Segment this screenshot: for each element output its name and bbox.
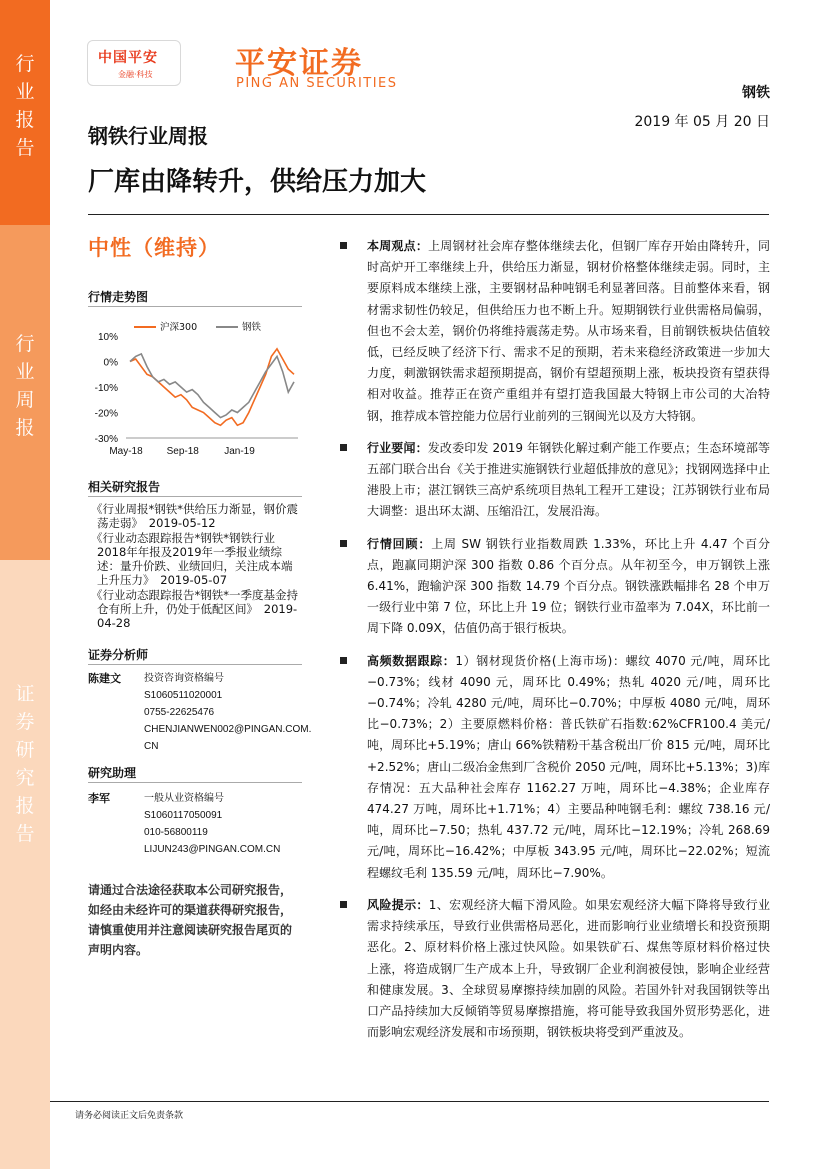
sidebar-char: 行	[15, 333, 35, 355]
paragraph-label: 本周观点：	[367, 239, 429, 253]
sidebar-char: 证	[15, 683, 35, 705]
paragraph-label: 风险提示：	[367, 897, 429, 912]
bullet-icon	[340, 657, 347, 664]
paragraph-text: 1）钢材现货价格(上海市场)：螺纹 4070 元/吨，周环比−0.73%；线材 4090 元，周环比 0.49%；热轧 4020 元/吨，周环比−0.74%；冷轧 4280 元/吨，周环比−0.70%；中厚板 4080 元/吨，周环比−0.73%；2）主要原燃料价格：普氏铁矿石指数:62%CFR100.4 美元/吨，周环比+5.19%；唐山 66%铁精粉干基含税出厂价 815 元/吨，周环比+2.52%；唐山二级冶金焦到厂含税价 2050 元/吨，周环比+5.13%；3)库存情况：五大品种社会库存 1162.27 万吨，周环比−4.38%；企业库存 474.27 万吨，周环比+1.71%；4）主要品种吨钢毛利：螺纹 738.16 元/吨，周环比−7.50；热轧 437.72 元/吨，周环比−12.19%；冷轧 268.69 元/吨，周环比−16.42%；中厚板 343.95 元/吨，周环比−22.02%；短流程螺纹毛利 135.59 元/吨，周环比−7.90%。	[367, 653, 770, 880]
y-tick-label: 0%	[103, 357, 118, 369]
sidebar-research-report	[0, 560, 50, 1169]
report-date: 2019 年 05 月 20 日	[634, 114, 770, 130]
y-tick-label: -10%	[94, 383, 118, 394]
analyst-info	[144, 670, 312, 755]
analyst-license: S1060511020001	[144, 690, 223, 701]
industry-label: 钢铁	[742, 85, 770, 101]
body-paragraph	[340, 534, 770, 640]
ping-an-logo	[87, 40, 181, 86]
headline: 厂库由降转升，供给压力加大	[88, 167, 427, 197]
paragraph-text: 上周 SW 钢铁行业指数周跌 1.33%，环比上升 4.47 个百分点，跑赢同期沪深 300 指数 0.86 个百分点。从年初至今，申万钢铁上涨 6.41%，跑输沪深 300 指数 14.79 个百分点。钢铁涨跌幅排名 28 个申万一级行业中第 7 位，环比上升 19 位；钢铁行业市盈率为 7.04X，环比前一周下降 0.09X，估值仍高于银行板块。	[367, 536, 770, 636]
x-tick-label: May-18	[109, 446, 143, 457]
body-paragraph	[340, 438, 770, 523]
y-tick-label: 10%	[97, 332, 118, 343]
assistant-email[interactable]: LIJUN243@PINGAN.COM.CN	[144, 844, 281, 855]
bullet-icon	[340, 901, 347, 908]
section-analyst-title: 证券分析师	[88, 648, 149, 662]
brand-name: 平安证券	[235, 46, 363, 81]
sidebar-report-type	[0, 0, 50, 225]
sidebar-char: 券	[15, 711, 35, 733]
paragraph-label: 行业要闻：	[367, 440, 428, 455]
section-divider	[88, 496, 302, 497]
section-trend-title: 行情走势图	[88, 290, 149, 304]
related-report-item[interactable]: 《行业动态跟踪报告*钢铁*一季度基金持仓有所上升，仍处于低配区间》 2019-04-28	[91, 587, 298, 631]
footer-disclaimer: 请务必阅读正文后免责条款	[75, 1111, 184, 1121]
notice: 请通过合法途径获取本公司研究报告，如经由未经许可的渠道获得研究报告，请慎重使用并注意阅读研究报告尾页的声明内容。	[88, 883, 293, 957]
analyst-qualification: 投资咨询资格编号	[144, 673, 224, 684]
paragraph-text: 上周钢材社会库存整体继续去化，但钢厂库存开始由降转升，同时高炉开工率继续上升，供给压力渐显，钢材价格整体继续走弱。同时，主要原料成本继续上涨，主要钢材品种吨钢毛利显著回落。目前整体来看，钢材需求韧性仍较足，但供给压力也不断上升。短期钢铁行业供需格局偏弱，但也不会太差，钢价仍将维持震荡走势。从市场来看，目前钢铁板块估值较低，已经反映了经济下行、需求不足的预期，若未来稳经济政策进一步加大力度，刺激钢铁需求超预期提高，钢价有望超预期上涨，板块投资有望获得相对收益。推荐正在资产重组并有望打造我国最大特钢上市公司的大冶特钢，推荐成本管控能力位居行业前列的三钢闽光以及方大特钢。	[367, 239, 770, 423]
section-divider	[88, 664, 302, 665]
sidebar-char: 报	[15, 109, 35, 131]
section-divider	[88, 306, 302, 307]
section-divider	[88, 782, 302, 783]
section-related-title: 相关研究报告	[88, 480, 161, 494]
y-tick-label: -30%	[94, 434, 118, 445]
logo-main-text: 中国平安	[98, 50, 158, 66]
x-tick-label: Sep-18	[166, 446, 199, 457]
section-assistant-title: 研究助理	[88, 766, 137, 780]
related-report-item[interactable]: 《行业动态跟踪报告*钢铁*钢铁行业2018年年报及2019年一季报业绩综述：量升价跌、业绩回归，关注成本端上升压力》 2019-05-07	[91, 530, 293, 588]
related-report-item[interactable]: 《行业周报*钢铁*供给压力渐显，钢价震荡走弱》 2019-05-12	[91, 502, 298, 531]
assistant-info	[144, 790, 304, 858]
analyst-email-cont[interactable]: CN	[144, 741, 159, 752]
analyst-email[interactable]: CHENJIANWEN002@PINGAN.COM.	[144, 724, 312, 735]
sidebar-char: 报	[15, 417, 35, 439]
legend-label: 钢铁	[242, 322, 262, 333]
sidebar-char: 告	[15, 137, 35, 159]
report-title: 钢铁行业周报	[88, 124, 208, 148]
analyst-name: 陈建文	[88, 672, 121, 685]
legend-label: 沪深300	[160, 322, 198, 333]
assistant-license: S1060117050091	[144, 810, 223, 821]
sidebar-char: 业	[15, 361, 35, 383]
related-reports	[91, 502, 300, 631]
brand-english: PING AN SECURITIES	[236, 76, 398, 91]
paragraph-text: 1、宏观经济大幅下滑风险。如果宏观经济大幅下降将导致行业需求持续承压，导致行业供需格局恶化，进而影响行业业绩增长和投资预期恶化。2、原材料价格上涨过快风险。如果铁矿石、煤焦等原材料价格过快上涨，将造成钢厂生产成本上升，导致钢厂企业利润被侵蚀，影响企业经营和健康发展。3、全球贸易摩擦持续加剧的风险。若国外针对我国钢铁等出口产品持续加大反倾销等贸易摩擦措施，将可能导致我国外贸形势恶化，进而影响宏观经济发展和市场预期，钢铁板块将受到严重波及。	[367, 897, 770, 1040]
header-divider	[88, 214, 769, 215]
sidebar-char: 研	[15, 739, 35, 761]
body-paragraph	[340, 651, 770, 884]
footer-divider	[50, 1101, 769, 1102]
paragraph-label: 行情回顾：	[367, 536, 432, 551]
x-tick-label: Jan-19	[224, 446, 255, 457]
bullet-icon	[340, 540, 347, 547]
sidebar-char: 告	[15, 823, 35, 845]
assistant-name: 李军	[88, 792, 110, 805]
logo-sub-text: 金融·科技	[118, 70, 153, 79]
sidebar-char: 报	[15, 795, 35, 817]
paragraph-label: 高频数据跟踪：	[367, 653, 456, 668]
sidebar-char: 业	[15, 81, 35, 103]
trend-chart	[88, 318, 302, 468]
analyst-phone: 0755-22625476	[144, 707, 215, 718]
sidebar-char: 周	[15, 389, 35, 411]
bullet-icon	[340, 242, 347, 249]
assistant-phone: 010-56800119	[144, 827, 208, 838]
bullet-icon	[340, 444, 347, 451]
body-paragraph	[340, 895, 770, 1043]
paragraph-text: 发改委印发 2019 年钢铁化解过剩产能工作要点；生态环境部等五部门联合出台《关于推进实施钢铁行业超低排放的意见》；找钢网选择中止港股上市；湛江钢铁三高炉系统项目热轧工程开工建设；江苏钢铁行业布局大调整：退出环太湖、压缩沿江，发展沿海。	[367, 440, 770, 519]
series-line-hs300	[130, 349, 294, 426]
sidebar-char: 究	[15, 767, 35, 789]
y-tick-label: -20%	[94, 408, 118, 420]
sidebar	[0, 0, 50, 1169]
body-paragraph	[340, 236, 770, 427]
assistant-qualification: 一般从业资格编号	[144, 793, 224, 804]
sidebar-report-kind	[0, 225, 50, 560]
rating: 中性（维持）	[88, 236, 220, 260]
main-content	[340, 236, 770, 1054]
sidebar-char: 行	[15, 53, 35, 75]
